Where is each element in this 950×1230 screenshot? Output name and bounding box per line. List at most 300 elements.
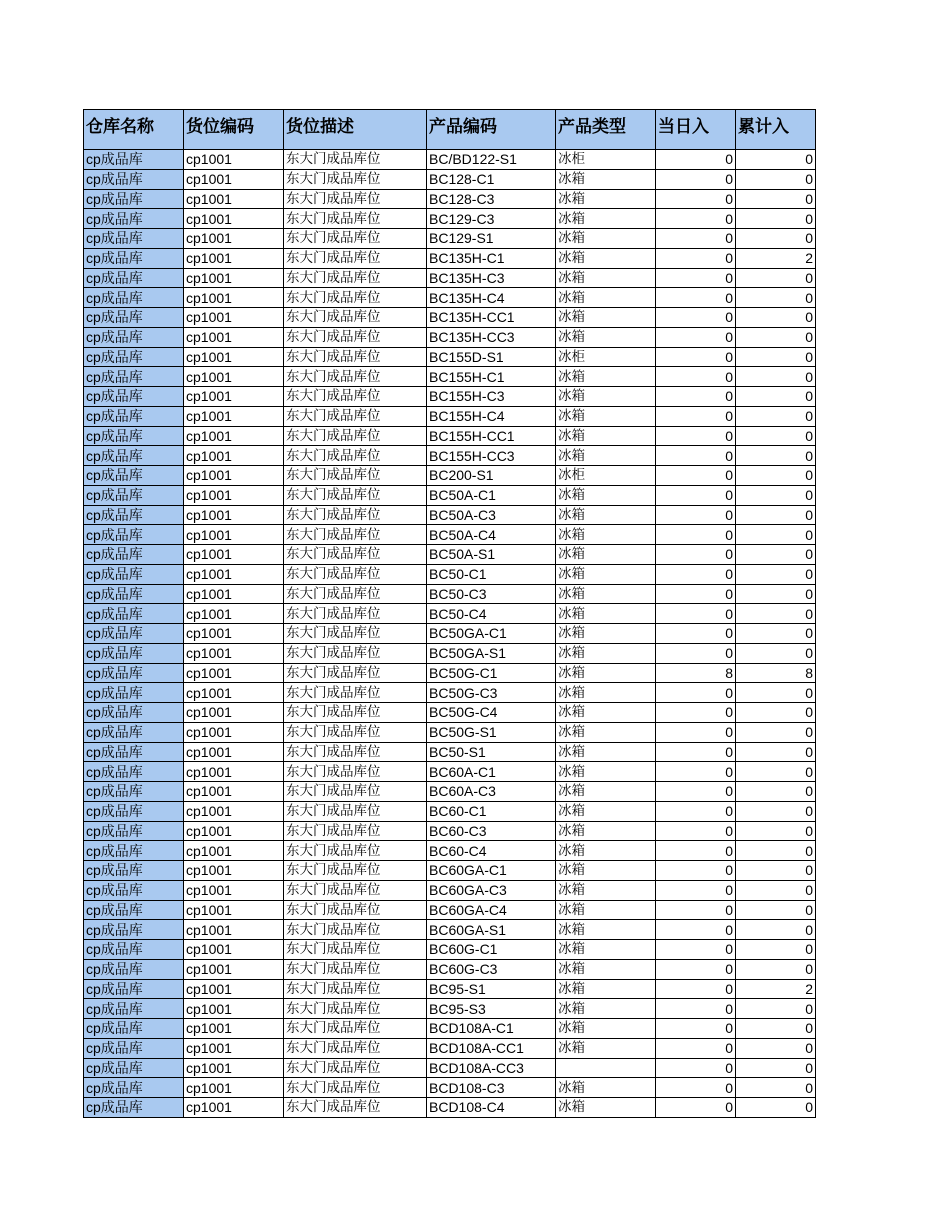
cell-daily-in[interactable]: 0 — [656, 584, 736, 604]
cell-location-desc[interactable]: 东大门成品库位 — [284, 347, 427, 367]
cell-location-desc[interactable]: 东大门成品库位 — [284, 406, 427, 426]
cell-product-type[interactable]: 冰箱 — [556, 229, 656, 249]
cell-warehouse-name[interactable]: cp成品库 — [84, 624, 184, 644]
cell-daily-in[interactable]: 0 — [656, 880, 736, 900]
cell-warehouse-name[interactable]: cp成品库 — [84, 308, 184, 328]
cell-location-desc[interactable]: 东大门成品库位 — [284, 742, 427, 762]
cell-warehouse-name[interactable]: cp成品库 — [84, 406, 184, 426]
cell-location-desc[interactable]: 东大门成品库位 — [284, 999, 427, 1019]
cell-product-type[interactable]: 冰箱 — [556, 169, 656, 189]
cell-product-type[interactable]: 冰箱 — [556, 209, 656, 229]
cell-cumulative-in[interactable]: 0 — [736, 762, 816, 782]
cell-cumulative-in[interactable]: 0 — [736, 209, 816, 229]
cell-product-code[interactable]: BC50GA-S1 — [427, 643, 556, 663]
cell-daily-in[interactable]: 0 — [656, 169, 736, 189]
cell-product-type[interactable]: 冰箱 — [556, 584, 656, 604]
cell-location-desc[interactable]: 东大门成品库位 — [284, 367, 427, 387]
cell-product-code[interactable]: BC128-C1 — [427, 169, 556, 189]
cell-daily-in[interactable]: 0 — [656, 466, 736, 486]
cell-cumulative-in[interactable]: 0 — [736, 189, 816, 209]
cell-location-desc[interactable]: 东大门成品库位 — [284, 979, 427, 999]
cell-cumulative-in[interactable]: 0 — [736, 1078, 816, 1098]
cell-location-desc[interactable]: 东大门成品库位 — [284, 861, 427, 881]
cell-daily-in[interactable]: 0 — [656, 841, 736, 861]
cell-product-code[interactable]: BC50G-S1 — [427, 722, 556, 742]
cell-warehouse-name[interactable]: cp成品库 — [84, 1098, 184, 1118]
cell-warehouse-name[interactable]: cp成品库 — [84, 387, 184, 407]
cell-location-desc[interactable]: 东大门成品库位 — [284, 900, 427, 920]
cell-product-code[interactable]: BC60A-C3 — [427, 782, 556, 802]
cell-cumulative-in[interactable]: 2 — [736, 248, 816, 268]
cell-warehouse-name[interactable]: cp成品库 — [84, 999, 184, 1019]
cell-location-code[interactable]: cp1001 — [184, 564, 284, 584]
cell-cumulative-in[interactable]: 0 — [736, 624, 816, 644]
cell-product-code[interactable]: BC50-C4 — [427, 604, 556, 624]
cell-location-desc[interactable]: 东大门成品库位 — [284, 545, 427, 565]
cell-warehouse-name[interactable]: cp成品库 — [84, 485, 184, 505]
cell-product-code[interactable]: BC60-C3 — [427, 821, 556, 841]
cell-product-code[interactable]: BC60GA-C4 — [427, 900, 556, 920]
cell-location-desc[interactable]: 东大门成品库位 — [284, 189, 427, 209]
cell-product-type[interactable]: 冰箱 — [556, 446, 656, 466]
cell-location-desc[interactable]: 东大门成品库位 — [284, 762, 427, 782]
cell-product-code[interactable]: BC50G-C4 — [427, 703, 556, 723]
cell-cumulative-in[interactable]: 0 — [736, 1019, 816, 1039]
cell-product-type[interactable]: 冰箱 — [556, 387, 656, 407]
cell-warehouse-name[interactable]: cp成品库 — [84, 663, 184, 683]
cell-warehouse-name[interactable]: cp成品库 — [84, 782, 184, 802]
cell-location-desc[interactable]: 东大门成品库位 — [284, 485, 427, 505]
cell-daily-in[interactable]: 0 — [656, 762, 736, 782]
cell-daily-in[interactable]: 0 — [656, 801, 736, 821]
cell-warehouse-name[interactable]: cp成品库 — [84, 426, 184, 446]
cell-daily-in[interactable]: 0 — [656, 525, 736, 545]
cell-cumulative-in[interactable]: 0 — [736, 604, 816, 624]
cell-warehouse-name[interactable]: cp成品库 — [84, 1078, 184, 1098]
cell-warehouse-name[interactable]: cp成品库 — [84, 1019, 184, 1039]
cell-daily-in[interactable]: 0 — [656, 1019, 736, 1039]
cell-product-type[interactable]: 冰柜 — [556, 466, 656, 486]
cell-product-type[interactable]: 冰箱 — [556, 1038, 656, 1058]
cell-cumulative-in[interactable]: 0 — [736, 229, 816, 249]
cell-location-desc[interactable]: 东大门成品库位 — [284, 683, 427, 703]
cell-location-code[interactable]: cp1001 — [184, 169, 284, 189]
cell-cumulative-in[interactable]: 0 — [736, 288, 816, 308]
cell-location-desc[interactable]: 东大门成品库位 — [284, 920, 427, 940]
cell-product-type[interactable]: 冰箱 — [556, 1078, 656, 1098]
cell-location-code[interactable]: cp1001 — [184, 959, 284, 979]
cell-product-code[interactable]: BC60G-C1 — [427, 940, 556, 960]
cell-warehouse-name[interactable]: cp成品库 — [84, 900, 184, 920]
cell-location-desc[interactable]: 东大门成品库位 — [284, 880, 427, 900]
cell-product-type[interactable]: 冰箱 — [556, 525, 656, 545]
cell-warehouse-name[interactable]: cp成品库 — [84, 821, 184, 841]
cell-warehouse-name[interactable]: cp成品库 — [84, 861, 184, 881]
cell-product-code[interactable]: BC128-C3 — [427, 189, 556, 209]
cell-product-type[interactable]: 冰箱 — [556, 959, 656, 979]
cell-product-type[interactable]: 冰箱 — [556, 801, 656, 821]
cell-daily-in[interactable]: 0 — [656, 900, 736, 920]
cell-location-code[interactable]: cp1001 — [184, 347, 284, 367]
cell-product-type[interactable]: 冰箱 — [556, 426, 656, 446]
cell-location-desc[interactable]: 东大门成品库位 — [284, 564, 427, 584]
cell-cumulative-in[interactable]: 0 — [736, 1038, 816, 1058]
cell-daily-in[interactable]: 0 — [656, 604, 736, 624]
cell-daily-in[interactable]: 0 — [656, 979, 736, 999]
cell-cumulative-in[interactable]: 0 — [736, 505, 816, 525]
cell-product-type[interactable]: 冰箱 — [556, 406, 656, 426]
header-location-code[interactable]: 货位编码 — [184, 110, 284, 150]
header-warehouse-name[interactable]: 仓库名称 — [84, 110, 184, 150]
cell-cumulative-in[interactable]: 2 — [736, 979, 816, 999]
cell-daily-in[interactable]: 0 — [656, 1078, 736, 1098]
cell-location-desc[interactable]: 东大门成品库位 — [284, 426, 427, 446]
cell-product-code[interactable]: BCD108A-C1 — [427, 1019, 556, 1039]
cell-product-type[interactable]: 冰箱 — [556, 762, 656, 782]
cell-warehouse-name[interactable]: cp成品库 — [84, 564, 184, 584]
cell-cumulative-in[interactable]: 0 — [736, 880, 816, 900]
cell-location-code[interactable]: cp1001 — [184, 861, 284, 881]
cell-warehouse-name[interactable]: cp成品库 — [84, 959, 184, 979]
cell-warehouse-name[interactable]: cp成品库 — [84, 703, 184, 723]
cell-cumulative-in[interactable]: 0 — [736, 1058, 816, 1078]
cell-product-code[interactable]: BC60GA-C1 — [427, 861, 556, 881]
cell-product-code[interactable]: BC60G-C3 — [427, 959, 556, 979]
cell-location-code[interactable]: cp1001 — [184, 308, 284, 328]
cell-product-code[interactable]: BCD108A-CC1 — [427, 1038, 556, 1058]
cell-product-type[interactable]: 冰箱 — [556, 782, 656, 802]
cell-location-desc[interactable]: 东大门成品库位 — [284, 248, 427, 268]
cell-warehouse-name[interactable]: cp成品库 — [84, 150, 184, 170]
cell-location-code[interactable]: cp1001 — [184, 880, 284, 900]
cell-cumulative-in[interactable]: 0 — [736, 801, 816, 821]
cell-location-code[interactable]: cp1001 — [184, 150, 284, 170]
cell-product-code[interactable]: BC50A-C3 — [427, 505, 556, 525]
cell-daily-in[interactable]: 0 — [656, 189, 736, 209]
cell-location-desc[interactable]: 东大门成品库位 — [284, 643, 427, 663]
cell-daily-in[interactable]: 0 — [656, 999, 736, 1019]
cell-location-code[interactable]: cp1001 — [184, 979, 284, 999]
cell-cumulative-in[interactable]: 0 — [736, 782, 816, 802]
cell-location-code[interactable]: cp1001 — [184, 189, 284, 209]
cell-cumulative-in[interactable]: 0 — [736, 367, 816, 387]
cell-daily-in[interactable]: 0 — [656, 861, 736, 881]
cell-location-code[interactable]: cp1001 — [184, 1038, 284, 1058]
cell-warehouse-name[interactable]: cp成品库 — [84, 683, 184, 703]
cell-location-desc[interactable]: 东大门成品库位 — [284, 150, 427, 170]
cell-location-code[interactable]: cp1001 — [184, 604, 284, 624]
cell-product-code[interactable]: BC155H-C4 — [427, 406, 556, 426]
cell-product-type[interactable]: 冰箱 — [556, 268, 656, 288]
cell-product-type[interactable]: 冰箱 — [556, 880, 656, 900]
cell-location-desc[interactable]: 东大门成品库位 — [284, 288, 427, 308]
cell-daily-in[interactable]: 0 — [656, 1038, 736, 1058]
cell-warehouse-name[interactable]: cp成品库 — [84, 920, 184, 940]
cell-location-code[interactable]: cp1001 — [184, 920, 284, 940]
header-product-code[interactable]: 产品编码 — [427, 110, 556, 150]
cell-product-code[interactable]: BC60-C4 — [427, 841, 556, 861]
cell-product-type[interactable]: 冰箱 — [556, 545, 656, 565]
cell-cumulative-in[interactable]: 0 — [736, 722, 816, 742]
cell-product-code[interactable]: BC155D-S1 — [427, 347, 556, 367]
cell-location-desc[interactable]: 东大门成品库位 — [284, 1019, 427, 1039]
cell-daily-in[interactable]: 0 — [656, 959, 736, 979]
cell-location-code[interactable]: cp1001 — [184, 426, 284, 446]
cell-warehouse-name[interactable]: cp成品库 — [84, 841, 184, 861]
cell-product-type[interactable]: 冰箱 — [556, 643, 656, 663]
cell-daily-in[interactable]: 0 — [656, 940, 736, 960]
cell-location-desc[interactable]: 东大门成品库位 — [284, 604, 427, 624]
cell-location-desc[interactable]: 东大门成品库位 — [284, 268, 427, 288]
cell-product-code[interactable]: BC129-C3 — [427, 209, 556, 229]
cell-location-code[interactable]: cp1001 — [184, 545, 284, 565]
cell-location-code[interactable]: cp1001 — [184, 466, 284, 486]
cell-product-type[interactable]: 冰箱 — [556, 505, 656, 525]
cell-location-desc[interactable]: 东大门成品库位 — [284, 722, 427, 742]
cell-product-code[interactable]: BC129-S1 — [427, 229, 556, 249]
cell-cumulative-in[interactable]: 0 — [736, 920, 816, 940]
cell-daily-in[interactable]: 0 — [656, 564, 736, 584]
cell-product-type[interactable]: 冰箱 — [556, 564, 656, 584]
cell-location-code[interactable]: cp1001 — [184, 821, 284, 841]
cell-daily-in[interactable]: 0 — [656, 288, 736, 308]
cell-product-type[interactable]: 冰箱 — [556, 288, 656, 308]
cell-daily-in[interactable]: 0 — [656, 406, 736, 426]
cell-warehouse-name[interactable]: cp成品库 — [84, 584, 184, 604]
cell-location-desc[interactable]: 东大门成品库位 — [284, 940, 427, 960]
cell-cumulative-in[interactable]: 0 — [736, 841, 816, 861]
cell-warehouse-name[interactable]: cp成品库 — [84, 1058, 184, 1078]
cell-warehouse-name[interactable]: cp成品库 — [84, 327, 184, 347]
cell-product-type[interactable] — [556, 1058, 656, 1078]
cell-location-code[interactable]: cp1001 — [184, 268, 284, 288]
cell-location-desc[interactable]: 东大门成品库位 — [284, 308, 427, 328]
cell-product-type[interactable]: 冰箱 — [556, 683, 656, 703]
cell-product-type[interactable]: 冰箱 — [556, 189, 656, 209]
cell-location-desc[interactable]: 东大门成品库位 — [284, 209, 427, 229]
cell-daily-in[interactable]: 0 — [656, 920, 736, 940]
cell-daily-in[interactable]: 0 — [656, 426, 736, 446]
cell-location-code[interactable]: cp1001 — [184, 742, 284, 762]
cell-cumulative-in[interactable]: 0 — [736, 347, 816, 367]
cell-location-desc[interactable]: 东大门成品库位 — [284, 703, 427, 723]
cell-location-code[interactable]: cp1001 — [184, 248, 284, 268]
cell-product-code[interactable]: BC60-C1 — [427, 801, 556, 821]
cell-product-code[interactable]: BC155H-CC1 — [427, 426, 556, 446]
cell-product-type[interactable]: 冰箱 — [556, 979, 656, 999]
cell-cumulative-in[interactable]: 0 — [736, 406, 816, 426]
cell-cumulative-in[interactable]: 0 — [736, 643, 816, 663]
cell-location-desc[interactable]: 东大门成品库位 — [284, 782, 427, 802]
cell-location-desc[interactable]: 东大门成品库位 — [284, 1058, 427, 1078]
cell-product-code[interactable]: BC95-S1 — [427, 979, 556, 999]
cell-daily-in[interactable]: 0 — [656, 683, 736, 703]
cell-product-type[interactable]: 冰箱 — [556, 485, 656, 505]
header-location-desc[interactable]: 货位描述 — [284, 110, 427, 150]
cell-product-type[interactable]: 冰箱 — [556, 900, 656, 920]
cell-product-code[interactable]: BC50A-C1 — [427, 485, 556, 505]
cell-location-desc[interactable]: 东大门成品库位 — [284, 624, 427, 644]
cell-warehouse-name[interactable]: cp成品库 — [84, 979, 184, 999]
cell-location-code[interactable]: cp1001 — [184, 327, 284, 347]
cell-location-code[interactable]: cp1001 — [184, 387, 284, 407]
cell-product-type[interactable]: 冰箱 — [556, 367, 656, 387]
cell-location-code[interactable]: cp1001 — [184, 446, 284, 466]
cell-product-code[interactable]: BCD108-C4 — [427, 1098, 556, 1118]
cell-location-code[interactable]: cp1001 — [184, 900, 284, 920]
cell-location-code[interactable]: cp1001 — [184, 367, 284, 387]
cell-product-type[interactable]: 冰箱 — [556, 821, 656, 841]
cell-cumulative-in[interactable]: 0 — [736, 545, 816, 565]
cell-product-code[interactable]: BC60GA-C3 — [427, 880, 556, 900]
cell-warehouse-name[interactable]: cp成品库 — [84, 446, 184, 466]
cell-location-code[interactable]: cp1001 — [184, 525, 284, 545]
cell-warehouse-name[interactable]: cp成品库 — [84, 505, 184, 525]
cell-cumulative-in[interactable]: 0 — [736, 959, 816, 979]
cell-daily-in[interactable]: 0 — [656, 505, 736, 525]
header-daily-in[interactable]: 当日入 — [656, 110, 736, 150]
cell-location-desc[interactable]: 东大门成品库位 — [284, 446, 427, 466]
cell-product-code[interactable]: BC135H-CC1 — [427, 308, 556, 328]
cell-warehouse-name[interactable]: cp成品库 — [84, 288, 184, 308]
cell-location-code[interactable]: cp1001 — [184, 624, 284, 644]
cell-location-code[interactable]: cp1001 — [184, 229, 284, 249]
cell-cumulative-in[interactable]: 0 — [736, 999, 816, 1019]
cell-location-desc[interactable]: 东大门成品库位 — [284, 1098, 427, 1118]
cell-product-type[interactable]: 冰箱 — [556, 999, 656, 1019]
cell-product-type[interactable]: 冰箱 — [556, 703, 656, 723]
cell-daily-in[interactable]: 0 — [656, 446, 736, 466]
cell-daily-in[interactable]: 8 — [656, 663, 736, 683]
cell-location-desc[interactable]: 东大门成品库位 — [284, 505, 427, 525]
cell-product-type[interactable]: 冰箱 — [556, 940, 656, 960]
cell-product-code[interactable]: BC50-C1 — [427, 564, 556, 584]
cell-cumulative-in[interactable]: 0 — [736, 742, 816, 762]
cell-cumulative-in[interactable]: 0 — [736, 327, 816, 347]
cell-product-code[interactable]: BCD108A-CC3 — [427, 1058, 556, 1078]
cell-location-code[interactable]: cp1001 — [184, 841, 284, 861]
cell-location-desc[interactable]: 东大门成品库位 — [284, 801, 427, 821]
cell-location-code[interactable]: cp1001 — [184, 406, 284, 426]
cell-cumulative-in[interactable]: 0 — [736, 584, 816, 604]
cell-product-type[interactable]: 冰柜 — [556, 347, 656, 367]
cell-location-code[interactable]: cp1001 — [184, 663, 284, 683]
cell-warehouse-name[interactable]: cp成品库 — [84, 545, 184, 565]
cell-daily-in[interactable]: 0 — [656, 327, 736, 347]
cell-cumulative-in[interactable]: 0 — [736, 466, 816, 486]
cell-cumulative-in[interactable]: 0 — [736, 485, 816, 505]
cell-cumulative-in[interactable]: 0 — [736, 821, 816, 841]
cell-warehouse-name[interactable]: cp成品库 — [84, 722, 184, 742]
cell-location-code[interactable]: cp1001 — [184, 643, 284, 663]
cell-product-type[interactable]: 冰箱 — [556, 861, 656, 881]
cell-product-type[interactable]: 冰箱 — [556, 920, 656, 940]
cell-cumulative-in[interactable]: 0 — [736, 525, 816, 545]
cell-product-type[interactable]: 冰箱 — [556, 308, 656, 328]
cell-location-desc[interactable]: 东大门成品库位 — [284, 663, 427, 683]
cell-warehouse-name[interactable]: cp成品库 — [84, 209, 184, 229]
cell-product-code[interactable]: BC135H-CC3 — [427, 327, 556, 347]
cell-location-code[interactable]: cp1001 — [184, 1078, 284, 1098]
cell-warehouse-name[interactable]: cp成品库 — [84, 268, 184, 288]
cell-location-code[interactable]: cp1001 — [184, 940, 284, 960]
cell-product-type[interactable]: 冰箱 — [556, 663, 656, 683]
cell-cumulative-in[interactable]: 0 — [736, 150, 816, 170]
cell-location-code[interactable]: cp1001 — [184, 584, 284, 604]
cell-warehouse-name[interactable]: cp成品库 — [84, 801, 184, 821]
cell-cumulative-in[interactable]: 0 — [736, 426, 816, 446]
cell-product-code[interactable]: BC50-S1 — [427, 742, 556, 762]
cell-product-code[interactable]: BC135H-C4 — [427, 288, 556, 308]
cell-product-code[interactable]: BC50A-S1 — [427, 545, 556, 565]
cell-daily-in[interactable]: 0 — [656, 545, 736, 565]
cell-location-code[interactable]: cp1001 — [184, 1098, 284, 1118]
cell-product-code[interactable]: BC155H-C3 — [427, 387, 556, 407]
cell-location-desc[interactable]: 东大门成品库位 — [284, 841, 427, 861]
cell-daily-in[interactable]: 0 — [656, 347, 736, 367]
cell-location-code[interactable]: cp1001 — [184, 782, 284, 802]
cell-product-code[interactable]: BC50-C3 — [427, 584, 556, 604]
cell-daily-in[interactable]: 0 — [656, 248, 736, 268]
cell-product-code[interactable]: BC95-S3 — [427, 999, 556, 1019]
cell-location-desc[interactable]: 东大门成品库位 — [284, 387, 427, 407]
cell-daily-in[interactable]: 0 — [656, 782, 736, 802]
cell-daily-in[interactable]: 0 — [656, 643, 736, 663]
cell-warehouse-name[interactable]: cp成品库 — [84, 189, 184, 209]
cell-location-desc[interactable]: 东大门成品库位 — [284, 169, 427, 189]
cell-product-code[interactable]: BC/BD122-S1 — [427, 150, 556, 170]
cell-warehouse-name[interactable]: cp成品库 — [84, 347, 184, 367]
cell-location-code[interactable]: cp1001 — [184, 209, 284, 229]
cell-daily-in[interactable]: 0 — [656, 209, 736, 229]
cell-product-type[interactable]: 冰箱 — [556, 327, 656, 347]
cell-product-type[interactable]: 冰箱 — [556, 1019, 656, 1039]
cell-daily-in[interactable]: 0 — [656, 485, 736, 505]
cell-location-desc[interactable]: 东大门成品库位 — [284, 466, 427, 486]
cell-warehouse-name[interactable]: cp成品库 — [84, 229, 184, 249]
cell-warehouse-name[interactable]: cp成品库 — [84, 1038, 184, 1058]
cell-warehouse-name[interactable]: cp成品库 — [84, 169, 184, 189]
cell-warehouse-name[interactable]: cp成品库 — [84, 643, 184, 663]
cell-daily-in[interactable]: 0 — [656, 624, 736, 644]
cell-location-code[interactable]: cp1001 — [184, 762, 284, 782]
cell-cumulative-in[interactable]: 0 — [736, 1098, 816, 1118]
cell-product-code[interactable]: BC50A-C4 — [427, 525, 556, 545]
cell-product-code[interactable]: BC50G-C1 — [427, 663, 556, 683]
header-product-type[interactable]: 产品类型 — [556, 110, 656, 150]
cell-daily-in[interactable]: 0 — [656, 1098, 736, 1118]
cell-product-code[interactable]: BC60GA-S1 — [427, 920, 556, 940]
cell-location-code[interactable]: cp1001 — [184, 1058, 284, 1078]
cell-daily-in[interactable]: 0 — [656, 367, 736, 387]
cell-warehouse-name[interactable]: cp成品库 — [84, 466, 184, 486]
cell-daily-in[interactable]: 0 — [656, 308, 736, 328]
cell-location-code[interactable]: cp1001 — [184, 485, 284, 505]
cell-product-type[interactable]: 冰箱 — [556, 1098, 656, 1118]
cell-product-type[interactable]: 冰箱 — [556, 604, 656, 624]
cell-location-code[interactable]: cp1001 — [184, 722, 284, 742]
cell-cumulative-in[interactable]: 0 — [736, 268, 816, 288]
cell-warehouse-name[interactable]: cp成品库 — [84, 525, 184, 545]
cell-daily-in[interactable]: 0 — [656, 703, 736, 723]
cell-cumulative-in[interactable]: 0 — [736, 387, 816, 407]
cell-cumulative-in[interactable]: 0 — [736, 308, 816, 328]
cell-warehouse-name[interactable]: cp成品库 — [84, 742, 184, 762]
cell-warehouse-name[interactable]: cp成品库 — [84, 604, 184, 624]
cell-location-desc[interactable]: 东大门成品库位 — [284, 525, 427, 545]
cell-location-desc[interactable]: 东大门成品库位 — [284, 1038, 427, 1058]
cell-location-desc[interactable]: 东大门成品库位 — [284, 229, 427, 249]
